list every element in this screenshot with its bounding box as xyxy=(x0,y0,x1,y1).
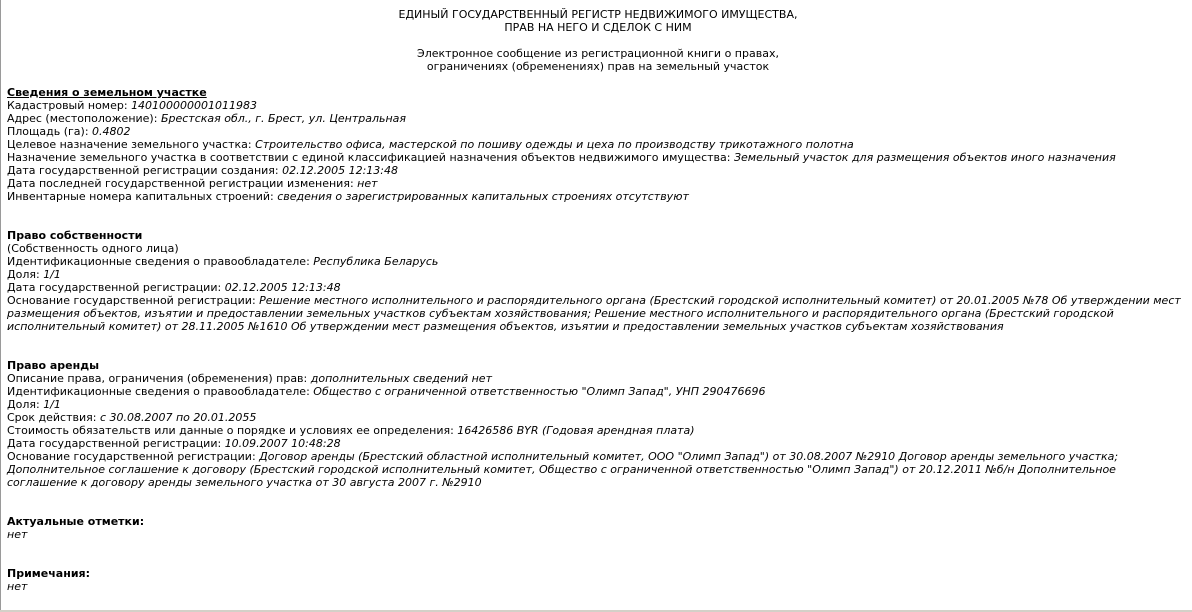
field-row xyxy=(7,99,1189,112)
field-value: 10.09.2007 10:48:28 xyxy=(224,437,341,450)
field-label: Кадастровый номер: xyxy=(7,99,132,112)
field-label: Инвентарные номера капитальных строений: xyxy=(7,190,278,203)
section-title: Примечания: xyxy=(7,567,90,580)
section-value: нет xyxy=(7,528,28,541)
field-row xyxy=(7,138,1189,151)
field-row xyxy=(7,190,1189,203)
field-value: 1/1 xyxy=(43,268,61,281)
field-value: Брестская обл., г. Брест, ул. Центральная xyxy=(160,112,407,125)
registry-document xyxy=(7,8,1189,593)
field-row xyxy=(7,372,1189,385)
field-value: Земельный участок для размещения объектов иного назначения xyxy=(733,151,1116,164)
field-value: 0.4802 xyxy=(92,125,131,138)
section-title: Право собственности xyxy=(7,229,143,242)
field-value: Решение местного исполнительного и распорядительного органа (Брестский городской исполнительный комитет) от 20.01.2005 №78 Об утверждении мест размещения объектов, изъятии и предоставлении земельных участков субъектам хозяйствования; Решение местного исполнительного и распорядительного органа (Брестский городской исполнительный комитет) от 28.11.2005 №1610 Об утверждении мест размещения объектов, изъятии и предоставлении земельных участков субъектам хозяйствования xyxy=(7,294,1181,333)
field-value: Республика Беларусь xyxy=(313,255,439,268)
field-value: Договор аренды (Брестский областной исполнительный комитет, ООО "Олимп Запад") от 30.08.2007 №2910 Договор аренды земельного участка; Дополнительное соглашение к договору (Брестский городской исполнительный комитет, Общество с ограниченной ответственностью "Олимп Запад") от 20.12.2011 №б/н Дополнительное соглашение к договору аренды земельного участка от 30 августа 2007 г. №2910 xyxy=(7,450,1119,489)
field-row xyxy=(7,164,1189,177)
field-row xyxy=(7,450,1187,489)
field-label: Срок действия: xyxy=(7,411,100,424)
lease-section xyxy=(7,359,1189,489)
field-value: дополнительных сведений нет xyxy=(310,372,492,385)
field-row xyxy=(7,437,1189,450)
field-label: Доля: xyxy=(7,398,44,411)
field-value: 16426586 BYR (Годовая арендная плата) xyxy=(457,424,695,437)
field-label: Описание права, ограничения (обременения) прав: xyxy=(7,372,311,385)
field-value: сведения о зарегистрированных капитальных строениях отсутствуют xyxy=(277,190,689,203)
field-label: Основание государственной регистрации: xyxy=(7,450,260,463)
field-value: Общество с ограниченной ответственностью "Олимп Запад", УНП 290476696 xyxy=(313,385,766,398)
field-row xyxy=(7,294,1187,333)
field-label: Дата государственной регистрации: xyxy=(7,437,225,450)
field-row xyxy=(7,255,1189,268)
field-label: Дата государственной регистрации: xyxy=(7,281,225,294)
document-header xyxy=(7,8,1189,73)
field-label: Доля: xyxy=(7,268,44,281)
field-value: 02.12.2005 12:13:48 xyxy=(224,281,341,294)
land-section xyxy=(7,86,1189,203)
field-value: 140100000001011983 xyxy=(131,99,258,112)
header-line: ЕДИНЫЙ ГОСУДАРСТВЕННЫЙ РЕГИСТР НЕДВИЖИМОГО ИМУЩЕСТВА, xyxy=(398,8,798,21)
section-subtitle: (Собственность одного лица) xyxy=(7,242,179,255)
field-label: Дата последней государственной регистрации изменения: xyxy=(7,177,358,190)
field-label: Стоимость обязательств или данные о порядке и условиях ее определения: xyxy=(7,424,458,437)
header-line: ограничениях (обременениях) прав на земельный участок xyxy=(426,60,770,73)
section-title: Актуальные отметки: xyxy=(7,515,145,528)
field-label: Дата государственной регистрации создания: xyxy=(7,164,283,177)
field-row xyxy=(7,177,1189,190)
field-row xyxy=(7,268,1189,281)
notes-section xyxy=(7,567,1189,593)
ownership-section xyxy=(7,229,1189,333)
field-row xyxy=(7,424,1189,437)
field-row xyxy=(7,112,1189,125)
field-label: Назначение земельного участка в соответствии с единой классификацией назначения объектов недвижимого имущества: xyxy=(7,151,734,164)
field-value: 1/1 xyxy=(43,398,61,411)
section-value: нет xyxy=(7,580,28,593)
field-row xyxy=(7,385,1189,398)
header-line: Электронное сообщение из регистрационной книги о правах, xyxy=(417,47,779,60)
field-row xyxy=(7,411,1189,424)
field-label: Целевое назначение земельного участка: xyxy=(7,138,256,151)
field-label: Основание государственной регистрации: xyxy=(7,294,260,307)
field-value: с 30.08.2007 по 20.01.2055 xyxy=(99,411,257,424)
field-label: Идентификационные сведения о правообладателе: xyxy=(7,385,314,398)
field-label: Адрес (местоположение): xyxy=(7,112,161,125)
section-title: Сведения о земельном участке xyxy=(7,86,207,99)
header-line: ПРАВ НА НЕГО И СДЕЛОК С НИМ xyxy=(504,21,692,34)
field-value: нет xyxy=(357,177,378,190)
section-title: Право аренды xyxy=(7,359,100,372)
field-value: Строительство офиса, мастерской по пошиву одежды и цеха по производству трикотажного полотна xyxy=(255,138,854,151)
field-row xyxy=(7,125,1189,138)
window-left-border xyxy=(0,0,1,612)
field-label: Идентификационные сведения о правообладателе: xyxy=(7,255,314,268)
field-row xyxy=(7,151,1189,164)
field-value: 02.12.2005 12:13:48 xyxy=(282,164,399,177)
field-label: Площадь (га): xyxy=(7,125,93,138)
actual-marks-section xyxy=(7,515,1189,541)
field-row xyxy=(7,281,1189,294)
field-row xyxy=(7,398,1189,411)
